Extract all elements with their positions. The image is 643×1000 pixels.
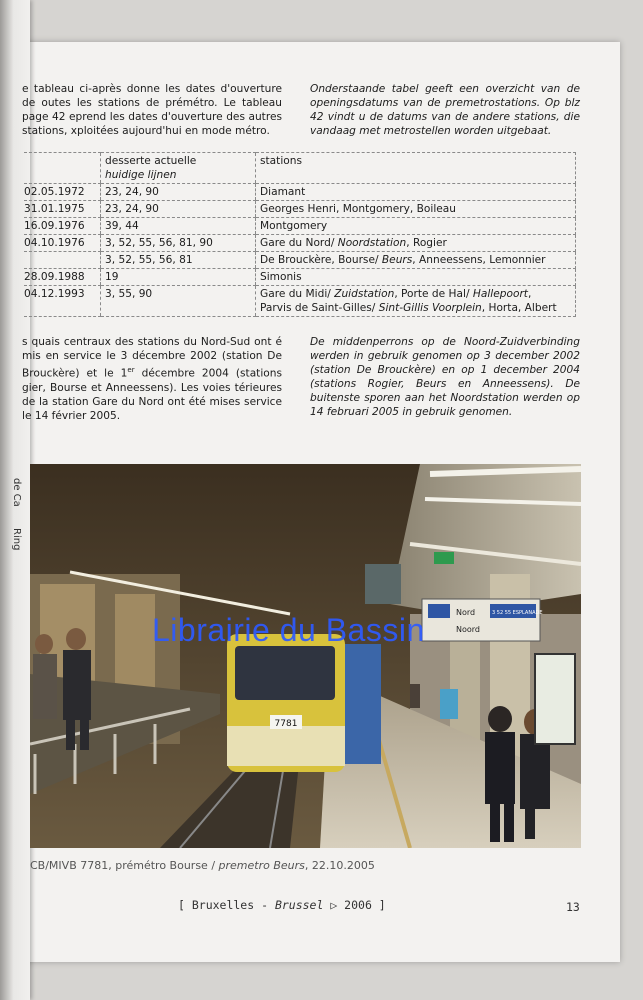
running-footer: [ Bruxelles - Brussel ▷ 2006 ]	[178, 898, 386, 912]
spine-text: de Ca	[11, 478, 22, 507]
table-row: 02.05.1972 23, 24, 90 Diamant	[24, 184, 576, 201]
table-row: 04.12.1993 3, 55, 90 Gare du Midi/ Zuidstation, Porte de Hal/ Hallepoort, Parvis de Saint-Gilles/ Sint-Gillis Voorplein, Horta, Albert	[24, 286, 576, 317]
header-date	[24, 153, 101, 184]
header-lines: desserte actuelle huidige lijnen	[101, 153, 256, 184]
page-number: 13	[566, 900, 580, 914]
intro-fr: e tableau ci-après donne les dates d'ouverture de outes les stations de prémétro. Le tableau page 42 eprend les dates d'ouverture des autres stations, xploitées aujourd'hui en mode métro.	[22, 83, 282, 137]
paragraph-nl: De middenperrons op de Noord-Zuidverbinding werden in gebruik genomen op 3 december 2002 (station De Brouckère) en op 1 december 2004 (stations Rogier, Beurs en Anneessens). De buitenste sporen aan het Noordstation werden op 14 februari 2005 in gebruik genomen.	[310, 336, 580, 418]
photo-caption: CB/MIVB 7781, prémétro Bourse / premetro Beurs, 22.10.2005	[30, 859, 375, 872]
sign-line1: Nord	[456, 608, 476, 617]
sign-line2: Noord	[456, 625, 480, 634]
spine-text-2: Ring	[11, 528, 22, 551]
table-header-row	[24, 153, 576, 184]
sign-badge: 3 52 55 ESPLANADE	[492, 610, 543, 616]
table-row: 04.10.1976 3, 52, 55, 56, 81, 90 Gare du Nord/ Noordstation, Rogier	[24, 235, 576, 252]
tram-station-photo	[30, 464, 581, 848]
photo-illustration	[30, 464, 581, 848]
table-row: 16.09.1976 39, 44 Montgomery	[24, 218, 576, 235]
intro-nl: Onderstaande tabel geeft een overzicht van de openingsdatums van de premetrostations. Op blz 42 vindt u de datums van de andere stations, die vandaag met metrostellen worden uitgebaat.	[310, 83, 580, 137]
table-row: 28.09.1988 19 Simonis	[24, 269, 576, 286]
table-row: 31.01.1975 23, 24, 90 Georges Henri, Montgomery, Boileau	[24, 201, 576, 218]
tram-number: 7781	[274, 719, 298, 729]
header-stations: stations	[256, 153, 576, 184]
table-row: 3, 52, 55, 56, 81 De Brouckère, Bourse/ Beurs, Anneessens, Lemonnier	[24, 252, 576, 269]
watermark: Librairie du Bassin	[152, 612, 425, 648]
opening-dates-table	[24, 152, 576, 317]
facing-page-edge	[0, 0, 30, 1000]
paragraph-fr: s quais centraux des stations du Nord-Sud ont é mis en service le 3 décembre 2002 (station De Brouckère) et le 1er décembre 2004 (stations gier, Bourse et Anneessens). Les voies térieures de la station Gare du Nord ont été mises service le 14 février 2005.	[22, 336, 282, 422]
